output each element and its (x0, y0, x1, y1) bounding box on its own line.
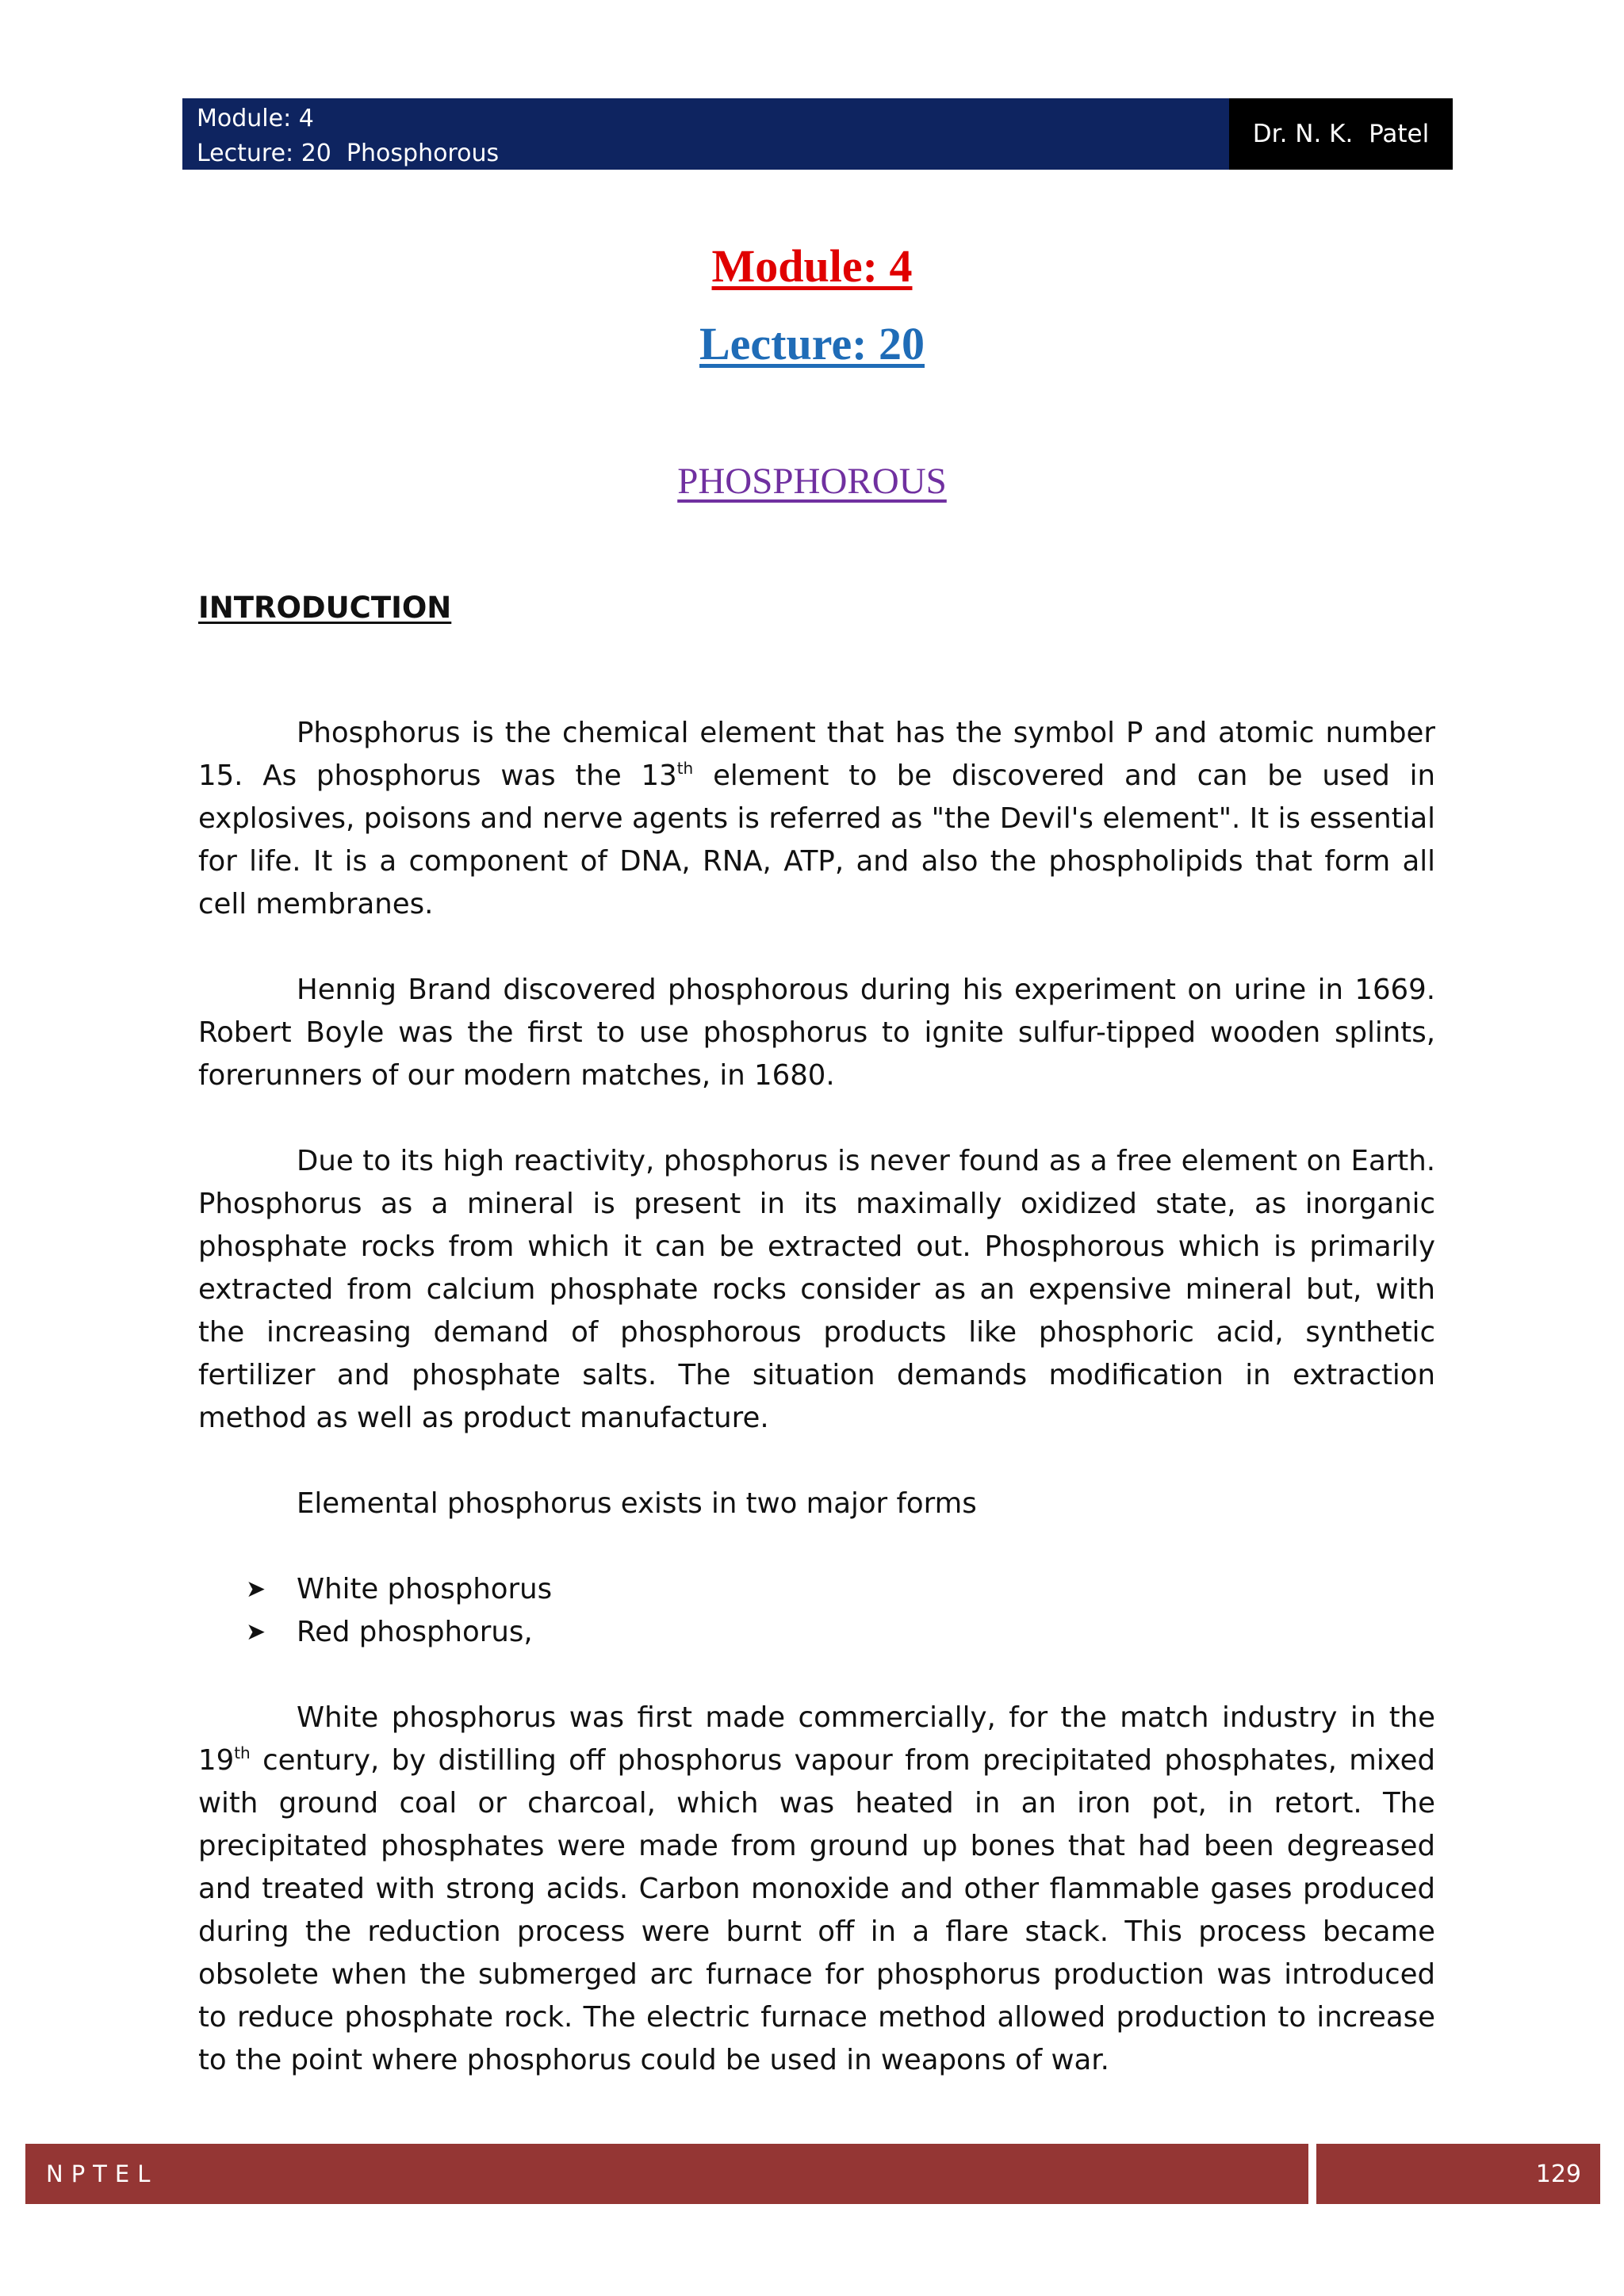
paragraph-history: Hennig Brand discovered phosphorous during his experiment on urine in 1669. Robert Boyle was the first to use phosphorus to ignite sulfur-tipped wooden splints, forerunners of our modern matches, in 1680. (198, 974, 1435, 1092)
superscript-th: th (676, 759, 694, 778)
list-item-label: Red phosphorus, (297, 1616, 533, 1648)
module-title-text: Module: 4 (711, 240, 913, 292)
paragraph-forms: Elemental phosphorus exists in two major forms (297, 1487, 977, 1520)
header-author (1229, 98, 1453, 170)
footer-nptel: NPTEL (46, 2160, 159, 2187)
arrowhead-bullet-icon: ➤ (246, 1575, 266, 1603)
lecture-title-text: Lecture: 20 (699, 318, 925, 369)
list-item (198, 1568, 1435, 1611)
topic-title (0, 460, 1624, 503)
lecture-title (0, 317, 1624, 370)
header-module-line: Module: 4 (197, 105, 314, 132)
forms-list (198, 1568, 1435, 1654)
header-module-info (182, 98, 1229, 170)
paragraph-white-part2: century, by distilling off phosphorus vapour from precipitated phosphates, mixed with ground coal or charcoal, which was heated in an iron pot, in retort. The precipitated phosphates were made from ground up bones that had been degreased and treated with strong acids. Carbon monoxide and other flammable gases produced during the reduction process were burnt off in a flare stack. This process became obsolete when the submerged arc furnace for phosphorus production was introduced to reduce phosphate rock. The electric furnace method allowed production to increase to the point where phosphorus could be used in weapons of war. (198, 1744, 1435, 2076)
paragraph-occurrence: Due to its high reactivity, phosphorus is never found as a free element on Earth. Phosphorus as a mineral is present in its maximally oxidized state, as inorganic phosphate rocks from which it can be extracted out. Phosphorous which is primarily extracted from calcium phosphate rocks consider as an expensive mineral but, with the increasing demand of phosphorous products like phosphoric acid, synthetic fertilizer and phosphate salts. The situation demands modification in extraction method as well as product manufacture. (198, 1145, 1435, 1434)
footer-label (25, 2144, 1308, 2204)
paragraph-intro-part2: element to be discovered and can be used in explosives, poisons and nerve agents is referred as "the Devil's element". It is essential for life. It is a component of DNA, RNA, ATP, and also the phospholipids that form all cell membranes. (198, 760, 1435, 920)
paragraph-white-part1: White phosphorus was first made commercially, for the match industry in the 19 (198, 1701, 1435, 1777)
list-item (198, 1611, 1435, 1654)
header-lecture-line: Lecture: 20 Phosphorous (197, 140, 500, 167)
document-body (198, 587, 1435, 2125)
paragraph-intro (198, 712, 1435, 926)
superscript-th: th (234, 1743, 251, 1762)
paragraph-white-phosphorus (198, 1697, 1435, 2082)
list-item-label: White phosphorus (297, 1573, 553, 1605)
module-title (0, 239, 1624, 293)
section-heading: INTRODUCTION (198, 591, 452, 625)
arrowhead-bullet-icon: ➤ (246, 1618, 266, 1646)
author-name: Dr. N. K. Patel (1252, 120, 1430, 148)
topic-title-text: PHOSPHOROUS (677, 461, 947, 502)
page-number: 129 (1535, 2160, 1581, 2188)
footer-page (1316, 2144, 1600, 2204)
paragraph-intro-part1: Phosphorus is the chemical element that has the symbol P and atomic number 15. As phosphorus was the 13 (198, 717, 1435, 792)
